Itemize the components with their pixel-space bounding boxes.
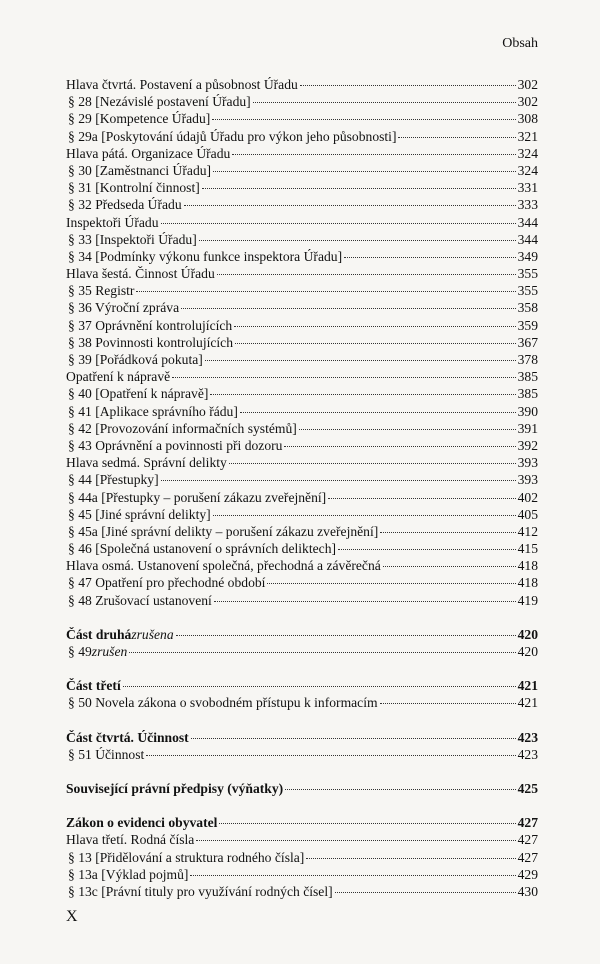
dot-leader xyxy=(398,137,515,138)
dot-leader xyxy=(235,343,516,344)
section-gap xyxy=(66,609,538,626)
toc-entry-page: 429 xyxy=(517,866,538,882)
dot-leader xyxy=(136,291,515,292)
toc-entry xyxy=(66,385,538,402)
dot-leader xyxy=(214,601,516,602)
toc-entry xyxy=(66,299,538,316)
toc-entry-page: 385 xyxy=(517,369,538,385)
dot-leader xyxy=(202,188,516,189)
toc-entry-label: Hlava sedmá. Správní delikty xyxy=(66,455,227,471)
toc-entry xyxy=(66,454,538,471)
running-header: Obsah xyxy=(502,36,538,51)
section-gap xyxy=(66,660,538,677)
dot-leader xyxy=(129,652,515,653)
toc-entry xyxy=(66,196,538,213)
toc-entry-label: § 40 [Opatření k nápravě] xyxy=(68,386,209,402)
dot-leader xyxy=(217,274,516,275)
toc-entry xyxy=(66,831,538,848)
toc-entry-label: § 41 [Aplikace správního řádu] xyxy=(68,403,238,419)
toc-entry-label: § 39 [Pořádková pokuta] xyxy=(68,352,203,367)
toc-entry-page: 423 xyxy=(517,746,538,762)
toc-entry-page: 420 xyxy=(517,626,538,642)
toc-entry-page: 421 xyxy=(517,678,538,694)
toc-entry xyxy=(66,162,538,179)
dot-leader xyxy=(205,360,516,361)
toc-entry-label: § 51 Účinnost xyxy=(68,746,145,762)
toc-entry-page: 402 xyxy=(517,489,538,505)
toc-entry-label: Část druhá xyxy=(66,626,132,642)
toc-entry-page: 419 xyxy=(517,592,538,608)
toc-entry-label: § 31 [Kontrolní činnost] xyxy=(68,180,200,196)
dot-leader xyxy=(300,85,516,86)
toc-entry-label: § 36 Výroční zpráva xyxy=(68,300,180,316)
dot-leader xyxy=(184,205,516,206)
toc-entry-label: § 34 [Podmínky výkonu funkce inspektora Úřadu] xyxy=(68,248,343,264)
dot-leader xyxy=(344,257,516,258)
toc-entry-label: Hlava pátá. Organizace Úřadu xyxy=(66,145,231,161)
toc-entry-page: 359 xyxy=(517,317,538,333)
dot-leader xyxy=(161,223,516,224)
toc-entry-page: 344 xyxy=(517,214,538,230)
dot-leader xyxy=(196,840,515,841)
toc-entry xyxy=(66,471,538,488)
toc-entry-label: § 44a [Přestupky – porušení zákazu zveřejnění] xyxy=(68,489,327,505)
dot-leader xyxy=(232,154,515,155)
dot-leader xyxy=(190,875,515,876)
toc-entry xyxy=(66,282,538,299)
dot-leader xyxy=(234,326,515,327)
dot-leader xyxy=(212,119,515,120)
toc-entry-label: § 30 [Zaměstnanci Úřadu] xyxy=(68,162,212,178)
toc-entry xyxy=(66,351,538,368)
dot-leader xyxy=(383,566,516,567)
toc-entry-page: 418 xyxy=(517,575,538,591)
toc-entry xyxy=(66,557,538,574)
toc-entry-label: Hlava třetí. Rodná čísla xyxy=(66,832,195,848)
toc-entry xyxy=(66,849,538,866)
toc-entry-page: 324 xyxy=(517,162,538,178)
toc-entry-label: § 28 [Nezávislé postavení Úřadu] xyxy=(68,94,251,110)
toc-entry-label: § 45 [Jiné správní delikty] xyxy=(68,506,211,522)
toc-entry-page: 418 xyxy=(517,558,538,574)
dot-leader xyxy=(285,789,515,790)
toc-entry-label-italic: zrušen xyxy=(91,644,128,659)
toc-entry-page: 423 xyxy=(517,729,538,745)
toc-entry xyxy=(66,574,538,591)
toc-entry-page: 427 xyxy=(517,849,538,865)
dot-leader xyxy=(213,515,516,516)
dot-leader xyxy=(299,429,516,430)
toc-entry-page: 302 xyxy=(517,77,538,92)
toc-entry-page: 392 xyxy=(517,437,538,453)
toc-entry-page: 385 xyxy=(517,386,538,402)
toc-entry-label: § 46 [Společná ustanovení o správních deliktech] xyxy=(68,541,337,557)
toc-entry-page: 344 xyxy=(517,231,538,247)
toc-entry xyxy=(66,403,538,420)
toc-entry xyxy=(66,334,538,351)
toc-entry-label: § 29 [Kompetence Úřadu] xyxy=(68,111,211,127)
dot-leader xyxy=(161,480,516,481)
toc-entry-label: Opatření k nápravě xyxy=(66,369,171,385)
toc-entry-page: 390 xyxy=(517,403,538,419)
toc-entry-page: 425 xyxy=(517,780,538,796)
toc-entry-page: 430 xyxy=(517,883,538,899)
toc-entry-label: § 32 Předseda Úřadu xyxy=(68,197,182,213)
toc-entry-label: § 49 xyxy=(68,644,92,659)
toc-entry xyxy=(66,626,538,643)
toc-entry-page: 355 xyxy=(517,283,538,299)
toc-entry-label: § 42 [Provozování informačních systémů] xyxy=(68,420,297,436)
page-number: X xyxy=(66,908,78,925)
toc-entry-page: 358 xyxy=(517,300,538,316)
toc-entry-page: 367 xyxy=(517,334,538,350)
toc-entry xyxy=(66,110,538,127)
toc-entry-page: 405 xyxy=(517,506,538,522)
toc-entry xyxy=(66,866,538,883)
dot-leader xyxy=(380,532,515,533)
section-gap xyxy=(66,797,538,814)
toc-entry-label: § 48 Zrušovací ustanovení xyxy=(68,592,212,608)
toc-entry xyxy=(66,489,538,506)
toc-entry xyxy=(66,231,538,248)
dot-leader xyxy=(267,583,515,584)
toc-entry-label: Část třetí xyxy=(66,678,121,694)
toc-entry xyxy=(66,93,538,110)
toc-entry-label: § 13c [Právní tituly pro využívání rodných čísel] xyxy=(68,883,333,899)
dot-leader xyxy=(123,686,516,687)
toc-entry xyxy=(66,506,538,523)
toc-entry xyxy=(66,368,538,385)
dot-leader xyxy=(328,498,515,499)
toc-entry-label: Hlava šestá. Činnost Úřadu xyxy=(66,266,215,282)
toc-entry-label: § 43 Oprávnění a povinnosti při dozoru xyxy=(68,437,283,453)
toc-entry xyxy=(66,729,538,746)
dot-leader xyxy=(172,377,515,378)
toc-entry-label: § 44 [Přestupky] xyxy=(68,472,159,488)
dot-leader xyxy=(213,171,516,172)
toc-entry-page: 302 xyxy=(517,94,538,110)
toc-entry xyxy=(66,643,538,660)
toc-entry-label: § 47 Opatření pro přechodné období xyxy=(68,575,266,591)
toc-entry-label: § 50 Novela zákona o svobodném přístupu k informacím xyxy=(68,695,378,711)
toc-entry-label: Související právní předpisy (výňatky) xyxy=(66,780,284,796)
dot-leader xyxy=(380,703,516,704)
toc-entry-label: § 33 [Inspektoři Úřadu] xyxy=(68,231,197,247)
toc-entry xyxy=(66,523,538,540)
toc-entry xyxy=(66,592,538,609)
dot-leader xyxy=(181,308,516,309)
toc-entry-page: 324 xyxy=(517,145,538,161)
dot-leader xyxy=(219,823,515,824)
toc-entry xyxy=(66,437,538,454)
toc-entry-label: § 35 Registr xyxy=(68,283,135,299)
toc-entry xyxy=(66,746,538,763)
dot-leader xyxy=(176,635,516,636)
toc-entry xyxy=(66,265,538,282)
toc-entry-label: § 29a [Poskytování údajů Úřadu pro výkon jeho působnosti] xyxy=(68,128,397,144)
toc-entry xyxy=(66,780,538,797)
toc-entry-page: 427 xyxy=(517,815,538,831)
dot-leader xyxy=(146,755,515,756)
toc-entry xyxy=(66,677,538,694)
toc-entry xyxy=(66,248,538,265)
toc-entry xyxy=(66,214,538,231)
toc-entry-page: 333 xyxy=(517,197,538,213)
dot-leader xyxy=(306,858,515,859)
toc-entry-label: § 37 Oprávnění kontrolujících xyxy=(68,317,233,333)
toc-entry-label: Hlava čtvrtá. Postavení a působnost Úřadu xyxy=(66,77,298,92)
section-gap xyxy=(66,763,538,780)
toc-entry-label: § 38 Povinnosti kontrolujících xyxy=(68,334,234,350)
dot-leader xyxy=(335,892,516,893)
toc-entry-page: 331 xyxy=(517,180,538,196)
toc-entry xyxy=(66,883,538,900)
toc-entry-label: Hlava osmá. Ustanovení společná, přechodná a závěrečná xyxy=(66,558,381,574)
dot-leader xyxy=(240,412,516,413)
toc-entry-page: 427 xyxy=(517,832,538,848)
dot-leader xyxy=(284,446,515,447)
toc-entry-label: Inspektoři Úřadu xyxy=(66,214,159,230)
dot-leader xyxy=(199,240,516,241)
toc-entry-label: § 13 [Přidělování a struktura rodného čísla] xyxy=(68,849,305,865)
toc-entry-page: 415 xyxy=(517,541,538,557)
toc-entry-page: 308 xyxy=(517,111,538,127)
toc-entry-page: 420 xyxy=(517,644,538,659)
toc-entry-label: § 13a [Výklad pojmů] xyxy=(68,866,189,882)
toc-entry xyxy=(66,814,538,831)
dot-leader xyxy=(210,394,515,395)
toc-entry-page: 421 xyxy=(517,695,538,711)
toc-entry xyxy=(66,694,538,711)
toc-entry xyxy=(66,420,538,437)
toc-entry xyxy=(66,128,538,145)
toc-entry xyxy=(66,76,538,93)
toc-entry-label: § 45a [Jiné správní delikty – porušení zákazu zveřejnění] xyxy=(68,523,379,539)
toc-entry-label: Část čtvrtá. Účinnost xyxy=(66,729,189,745)
dot-leader xyxy=(253,102,516,103)
toc-entry-page: 355 xyxy=(517,266,538,282)
dot-leader xyxy=(338,549,516,550)
toc-entry xyxy=(66,145,538,162)
dot-leader xyxy=(191,738,516,739)
toc-entry-page: 391 xyxy=(517,420,538,436)
toc-entry-page: 349 xyxy=(517,248,538,264)
toc-entry xyxy=(66,317,538,334)
toc-entry-page: 378 xyxy=(517,352,538,367)
toc-entry-page: 412 xyxy=(517,523,538,539)
dot-leader xyxy=(229,463,516,464)
toc-entry-page: 321 xyxy=(517,128,538,144)
section-gap xyxy=(66,712,538,729)
toc-entry-label: Zákon o evidenci obyvatel xyxy=(66,815,218,831)
toc-entry xyxy=(66,540,538,557)
toc-entry xyxy=(66,179,538,196)
toc-entry-page: 393 xyxy=(517,455,538,471)
toc-entry-page: 393 xyxy=(517,472,538,488)
toc-entry-label-italic: zrušena xyxy=(131,626,174,642)
table-of-contents xyxy=(66,76,538,900)
